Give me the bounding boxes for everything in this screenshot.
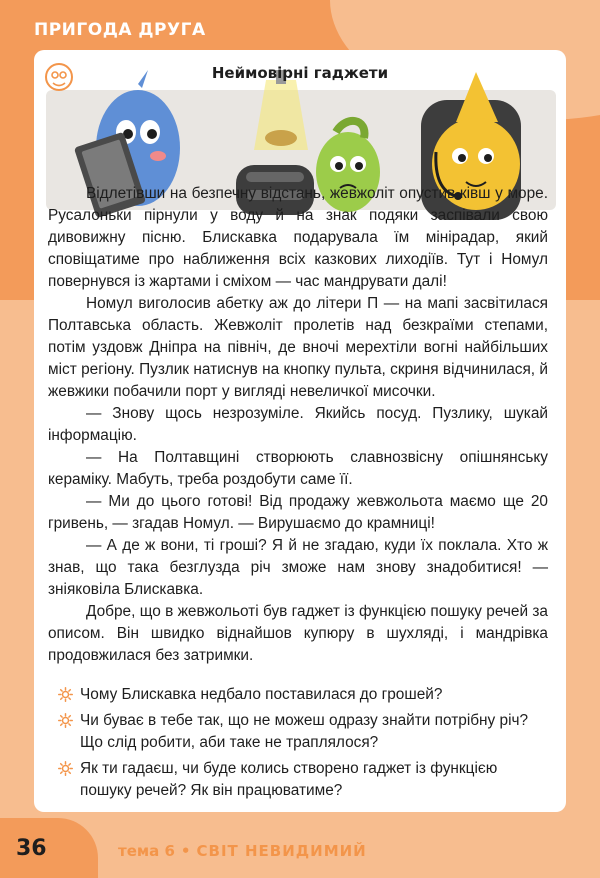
theme-label	[118, 842, 367, 860]
story-paragraph: — На Полтавщині створюють славнозвісну опішнянську кераміку. Мабуть, треба роздобути саме її.	[48, 449, 548, 488]
sun-icon	[58, 687, 73, 702]
story-paragraph: — А де ж вони, ті гроші? Я й не згадаю, куди їх поклала. Хто ж знав, що така безглузда річ зможе нам знову знадобитися! — зніяковіла Блискавка.	[48, 537, 548, 598]
question-text: Чи буває в тебе так, що не можеш одразу знайти потрібну річ? Що слід робити, аби таке не траплялося?	[80, 712, 529, 751]
section-title: ПРИГОДА ДРУГА	[34, 20, 206, 40]
story-title: Неймовірні гаджети	[211, 64, 389, 82]
question-item	[58, 758, 548, 802]
story-paragraph: — Ми до цього готові! Від продажу жевжольота маємо ще 20 гривень, — згадав Номул. — Вирушаємо до крамниці!	[48, 493, 548, 532]
story-body	[48, 183, 548, 667]
question-item	[58, 710, 548, 754]
lamp-illustration	[254, 70, 308, 150]
theme-title: СВІТ НЕВИДИМИЙ	[196, 842, 367, 860]
question-text: Як ти гадаєш, чи буде колись створено гаджет із функцією пошуку речей? Як він працюватиме?	[80, 760, 498, 799]
story-paragraph: Номул виголосив абетку аж до літери П — на мапі засвітилася Полтавська область. Жевжоліт пролетів над безкраїми степами, потім уздовж Дніпра на північ, де вночі мерехтіли вогні найбільших міст регіону. Пузлик натиснув на кнопку пульта, скриня відчинилася, й жевжики побачили порт у вигляді невеличкої мисочки.	[48, 295, 548, 400]
story-paragraph: — Знову щось незрозуміле. Якийсь посуд. Пузлику, шукай інформацію.	[48, 405, 548, 444]
theme-separator: •	[180, 842, 191, 860]
question-item	[58, 684, 548, 706]
sun-icon	[58, 761, 73, 776]
page-number: 36	[16, 836, 47, 861]
theme-prefix: тема 6	[118, 842, 175, 860]
page-number-tab	[0, 818, 98, 878]
questions-list	[58, 684, 548, 806]
sun-icon	[58, 713, 73, 728]
story-paragraph: Відлетівши на безпечну відстань, жевжоліт опустив ківш у море. Русалоньки пірнули у воду й на знак подяки заспівали свою дивовижну пісню. Блискавка подарувала їм мінірадар, який сповіщатиме про наближення всіх казкових лиходіїв. Тут і Номул повернувся із жартами і сміхом — час мандрувати далі!	[48, 185, 548, 290]
question-text: Чому Блискавка недбало поставилася до грошей?	[80, 686, 443, 703]
story-paragraph: Добре, що в жевжольоті був гаджет із функцією пошуку речей за описом. Він швидко віднайшов купюру в шухляді, і мандрівка продовжилася без затримки.	[48, 603, 548, 664]
